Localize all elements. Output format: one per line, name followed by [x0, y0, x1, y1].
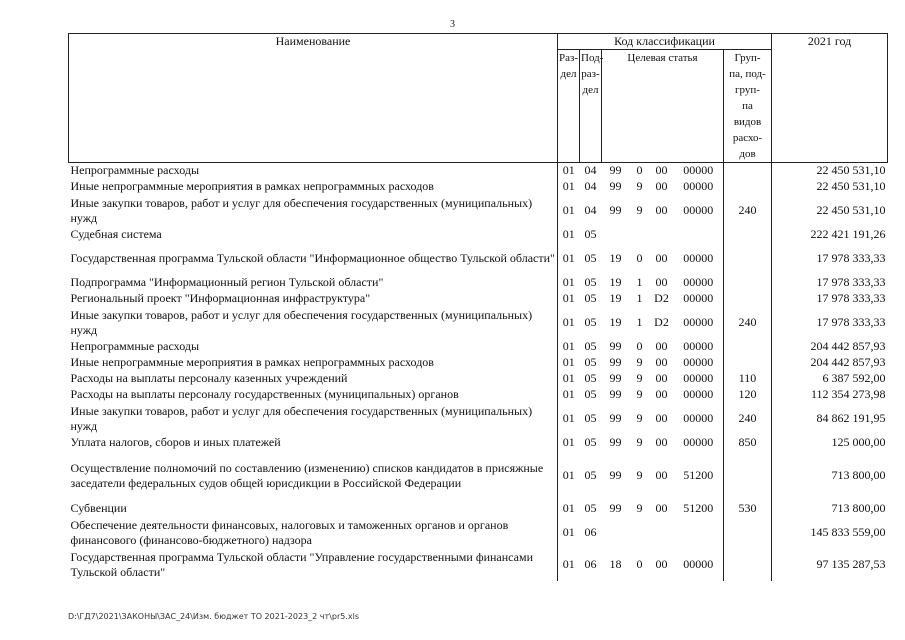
row-target-program: 99	[609, 435, 622, 449]
table-row	[69, 517, 888, 549]
header-classification: Код классификации	[558, 34, 772, 50]
row-target-event: 00	[655, 339, 668, 353]
table-body	[69, 163, 888, 581]
row-name: Уплата налогов, сборов и иных платежей	[70, 435, 281, 449]
row-target-event: 00	[655, 371, 668, 385]
row-razdel: 01	[558, 387, 580, 403]
row-name: Государственная программа Тульской области "Управление государственными финансами Тульской области"	[70, 549, 533, 579]
row-target-event: 00	[655, 411, 668, 425]
row-target-event: D2	[654, 315, 669, 329]
row-target-sub	[630, 517, 650, 549]
row-target-direction: 00000	[683, 435, 714, 449]
row-target-event: 00	[655, 275, 668, 289]
budget-table	[68, 33, 888, 581]
table-row	[69, 451, 888, 501]
header-year: 2021 год	[772, 34, 888, 163]
row-name: Расходы на выплаты персоналу государственных (муниципальных) органов	[70, 387, 459, 401]
row-podrazdel: 05	[584, 468, 597, 482]
row-razdel: 01	[558, 355, 580, 371]
row-target-sub: 9	[636, 468, 643, 482]
row-target-sub: 9	[636, 179, 643, 193]
row-target-program: 99	[609, 163, 622, 178]
row-expense-type	[724, 163, 772, 179]
table-row	[69, 549, 888, 581]
row-razdel: 01	[558, 451, 580, 501]
row-name: Иные закупки товаров, работ и услуг для обеспечения государственных (муниципальных) нужд	[70, 307, 533, 337]
row-target-direction: 00000	[683, 557, 714, 571]
row-name: Судебная система	[70, 227, 162, 241]
row-target-sub: 1	[636, 275, 643, 289]
row-target-program: 19	[609, 315, 622, 329]
row-target-event: 00	[655, 468, 668, 482]
table-row	[69, 179, 888, 195]
row-razdel: 01	[558, 517, 580, 549]
row-target-direction: 51200	[683, 468, 714, 482]
row-target-program: 99	[609, 468, 622, 482]
row-target-sub: 9	[636, 435, 643, 449]
table-row	[69, 355, 888, 371]
row-expense-type: 240	[724, 307, 772, 339]
table-row	[69, 387, 888, 403]
row-podrazdel: 05	[584, 275, 597, 289]
row-target-program: 19	[609, 275, 622, 289]
row-amount: 17 978 333,33	[772, 243, 888, 275]
row-target-sub: 1	[636, 291, 643, 305]
row-amount: 22 450 531,10	[772, 195, 888, 227]
row-podrazdel: 05	[584, 291, 597, 305]
table-row	[69, 403, 888, 435]
row-target-sub: 0	[636, 251, 643, 265]
row-expense-type: 850	[724, 435, 772, 451]
row-amount: 222 421 191,26	[772, 227, 888, 243]
table-row	[69, 307, 888, 339]
row-target-direction: 00000	[683, 355, 714, 369]
row-razdel: 01	[558, 195, 580, 227]
row-name: Непрограммные расходы	[70, 339, 200, 353]
row-razdel: 01	[558, 371, 580, 387]
row-target-direction: 00000	[683, 203, 714, 217]
row-expense-type	[724, 517, 772, 549]
row-razdel: 01	[558, 549, 580, 581]
row-name: Иные непрограммные мероприятия в рамках непрограммных расходов	[70, 179, 434, 193]
row-target-direction: 00000	[683, 339, 714, 353]
row-target-direction	[674, 517, 724, 549]
row-target-direction: 00000	[683, 275, 714, 289]
row-target-event	[650, 227, 674, 243]
row-target-sub: 0	[636, 163, 643, 178]
table-row	[69, 291, 888, 307]
row-razdel: 01	[558, 339, 580, 355]
row-expense-type	[724, 355, 772, 371]
row-podrazdel: 05	[584, 501, 597, 515]
row-target-program: 99	[609, 371, 622, 385]
row-expense-type	[724, 291, 772, 307]
row-target-direction: 00000	[683, 291, 714, 305]
row-podrazdel: 04	[584, 179, 597, 193]
row-target-event: 00	[655, 251, 668, 265]
row-target-event: 00	[655, 179, 668, 193]
row-expense-type	[724, 179, 772, 195]
row-podrazdel: 04	[584, 163, 597, 178]
table-row	[69, 339, 888, 355]
row-target-direction: 00000	[683, 411, 714, 425]
row-podrazdel: 05	[584, 435, 597, 449]
row-expense-type: 530	[724, 501, 772, 517]
row-target-event: 00	[655, 163, 668, 178]
row-expense-type	[724, 243, 772, 275]
row-target-sub: 9	[636, 411, 643, 425]
row-podrazdel: 04	[584, 203, 597, 217]
row-target-program: 99	[609, 387, 622, 401]
header-name: Наименование	[69, 34, 558, 163]
row-name: Иные непрограммные мероприятия в рамках непрограммных расходов	[70, 355, 434, 369]
row-name: Региональный проект "Информационная инфраструктура"	[70, 291, 371, 305]
row-target-sub: 9	[636, 501, 643, 515]
row-amount: 713 800,00	[772, 451, 888, 501]
row-razdel: 01	[558, 307, 580, 339]
row-name: Подпрограмма "Информационный регион Тульской области"	[70, 275, 384, 289]
table-row	[69, 243, 888, 275]
table-row	[69, 163, 888, 179]
row-razdel: 01	[558, 227, 580, 243]
row-target-direction: 00000	[683, 371, 714, 385]
row-expense-type: 240	[724, 195, 772, 227]
row-amount: 17 978 333,33	[772, 307, 888, 339]
row-podrazdel: 05	[584, 251, 597, 265]
row-name: Иные закупки товаров, работ и услуг для обеспечения государственных (муниципальных) нужд	[70, 403, 533, 433]
row-amount: 204 442 857,93	[772, 355, 888, 371]
row-target-event: 00	[655, 501, 668, 515]
row-amount: 17 978 333,33	[772, 275, 888, 291]
row-expense-type	[724, 227, 772, 243]
row-expense-type: 120	[724, 387, 772, 403]
row-expense-type	[724, 339, 772, 355]
row-razdel: 01	[558, 275, 580, 291]
row-target-program: 99	[609, 355, 622, 369]
row-target-program	[602, 227, 630, 243]
row-razdel: 01	[558, 435, 580, 451]
row-podrazdel: 05	[584, 227, 597, 241]
row-target-sub: 9	[636, 355, 643, 369]
row-target-event	[650, 517, 674, 549]
row-expense-type	[724, 549, 772, 581]
table-row	[69, 227, 888, 243]
row-target-direction: 00000	[683, 163, 714, 178]
row-podrazdel: 05	[584, 371, 597, 385]
table-row	[69, 195, 888, 227]
row-target-event: 00	[655, 557, 668, 571]
row-razdel: 01	[558, 403, 580, 435]
row-name: Субвенции	[70, 501, 127, 515]
row-target-direction: 00000	[683, 387, 714, 401]
row-podrazdel: 06	[584, 525, 597, 539]
row-podrazdel: 05	[584, 387, 597, 401]
row-target-program: 99	[609, 411, 622, 425]
row-podrazdel: 05	[584, 339, 597, 353]
row-target-direction	[674, 227, 724, 243]
row-amount: 125 000,00	[772, 435, 888, 451]
row-amount: 97 135 287,53	[772, 549, 888, 581]
row-name: Непрограммные расходы	[70, 163, 200, 178]
row-target-program: 99	[609, 179, 622, 193]
row-razdel: 01	[558, 501, 580, 517]
table-row	[69, 371, 888, 387]
table-row	[69, 275, 888, 291]
row-target-program	[602, 517, 630, 549]
row-name: Расходы на выплаты персоналу казенных учреждений	[70, 371, 348, 385]
header-razdel: Раз- дел	[558, 50, 580, 163]
row-target-direction: 00000	[683, 251, 714, 265]
row-name: Государственная программа Тульской области "Информационное общество Тульской области"	[70, 251, 555, 265]
row-target-sub: 9	[636, 203, 643, 217]
row-amount: 145 833 559,00	[772, 517, 888, 549]
row-podrazdel: 06	[584, 557, 597, 571]
header-podrazdel: Под- раз- дел	[580, 50, 602, 163]
header-target: Целевая статья	[602, 50, 724, 163]
row-target-program: 18	[609, 557, 622, 571]
row-podrazdel: 05	[584, 355, 597, 369]
row-target-direction: 00000	[683, 315, 714, 329]
page-number: 3	[450, 19, 455, 30]
row-target-event: 00	[655, 435, 668, 449]
header-vid: Груп- па, под- груп- па видов расхо- дов	[724, 50, 772, 163]
file-path-footer: D:\ГД7\2021\ЗАКОНЫ\ЗАС_24\Изм. бюджет ТО 2021-2023_2 чт\pr5.xls	[68, 612, 359, 621]
row-target-sub: 1	[636, 315, 643, 329]
row-target-direction: 51200	[683, 501, 714, 515]
row-razdel: 01	[558, 179, 580, 195]
row-target-program: 99	[609, 203, 622, 217]
row-expense-type	[724, 451, 772, 501]
row-podrazdel: 05	[584, 411, 597, 425]
row-target-sub	[630, 227, 650, 243]
row-target-event: 00	[655, 203, 668, 217]
table-row	[69, 435, 888, 451]
row-target-program: 19	[609, 251, 622, 265]
row-target-program: 99	[609, 339, 622, 353]
row-expense-type	[724, 275, 772, 291]
row-target-sub: 9	[636, 371, 643, 385]
row-name: Иные закупки товаров, работ и услуг для обеспечения государственных (муниципальных) нужд	[70, 195, 533, 225]
row-target-program: 99	[609, 501, 622, 515]
row-target-event: D2	[654, 291, 669, 305]
row-amount: 112 354 273,98	[772, 387, 888, 403]
row-expense-type: 240	[724, 403, 772, 435]
row-amount: 713 800,00	[772, 501, 888, 517]
row-target-program: 19	[609, 291, 622, 305]
row-target-event: 00	[655, 355, 668, 369]
row-amount: 22 450 531,10	[772, 179, 888, 195]
row-target-sub: 9	[636, 387, 643, 401]
row-name: Обеспечение деятельности финансовых, налоговых и таможенных органов и органов финансового (финансово-бюджетного) надзора	[70, 517, 509, 547]
row-amount: 22 450 531,10	[772, 163, 888, 179]
row-razdel: 01	[558, 243, 580, 275]
row-razdel: 01	[558, 291, 580, 307]
row-name: Осуществление полномочий по составлению (изменению) списков кандидатов в присяжные заседатели федеральных судов общей юрисдикции в Российской Федерации	[70, 460, 544, 490]
row-target-sub: 0	[636, 339, 643, 353]
row-podrazdel: 05	[584, 315, 597, 329]
row-target-sub: 0	[636, 557, 643, 571]
row-expense-type: 110	[724, 371, 772, 387]
row-amount: 84 862 191,95	[772, 403, 888, 435]
row-razdel: 01	[558, 163, 580, 179]
row-amount: 6 387 592,00	[772, 371, 888, 387]
row-target-direction: 00000	[683, 179, 714, 193]
table-row	[69, 501, 888, 517]
row-target-event: 00	[655, 387, 668, 401]
row-amount: 204 442 857,93	[772, 339, 888, 355]
row-amount: 17 978 333,33	[772, 291, 888, 307]
